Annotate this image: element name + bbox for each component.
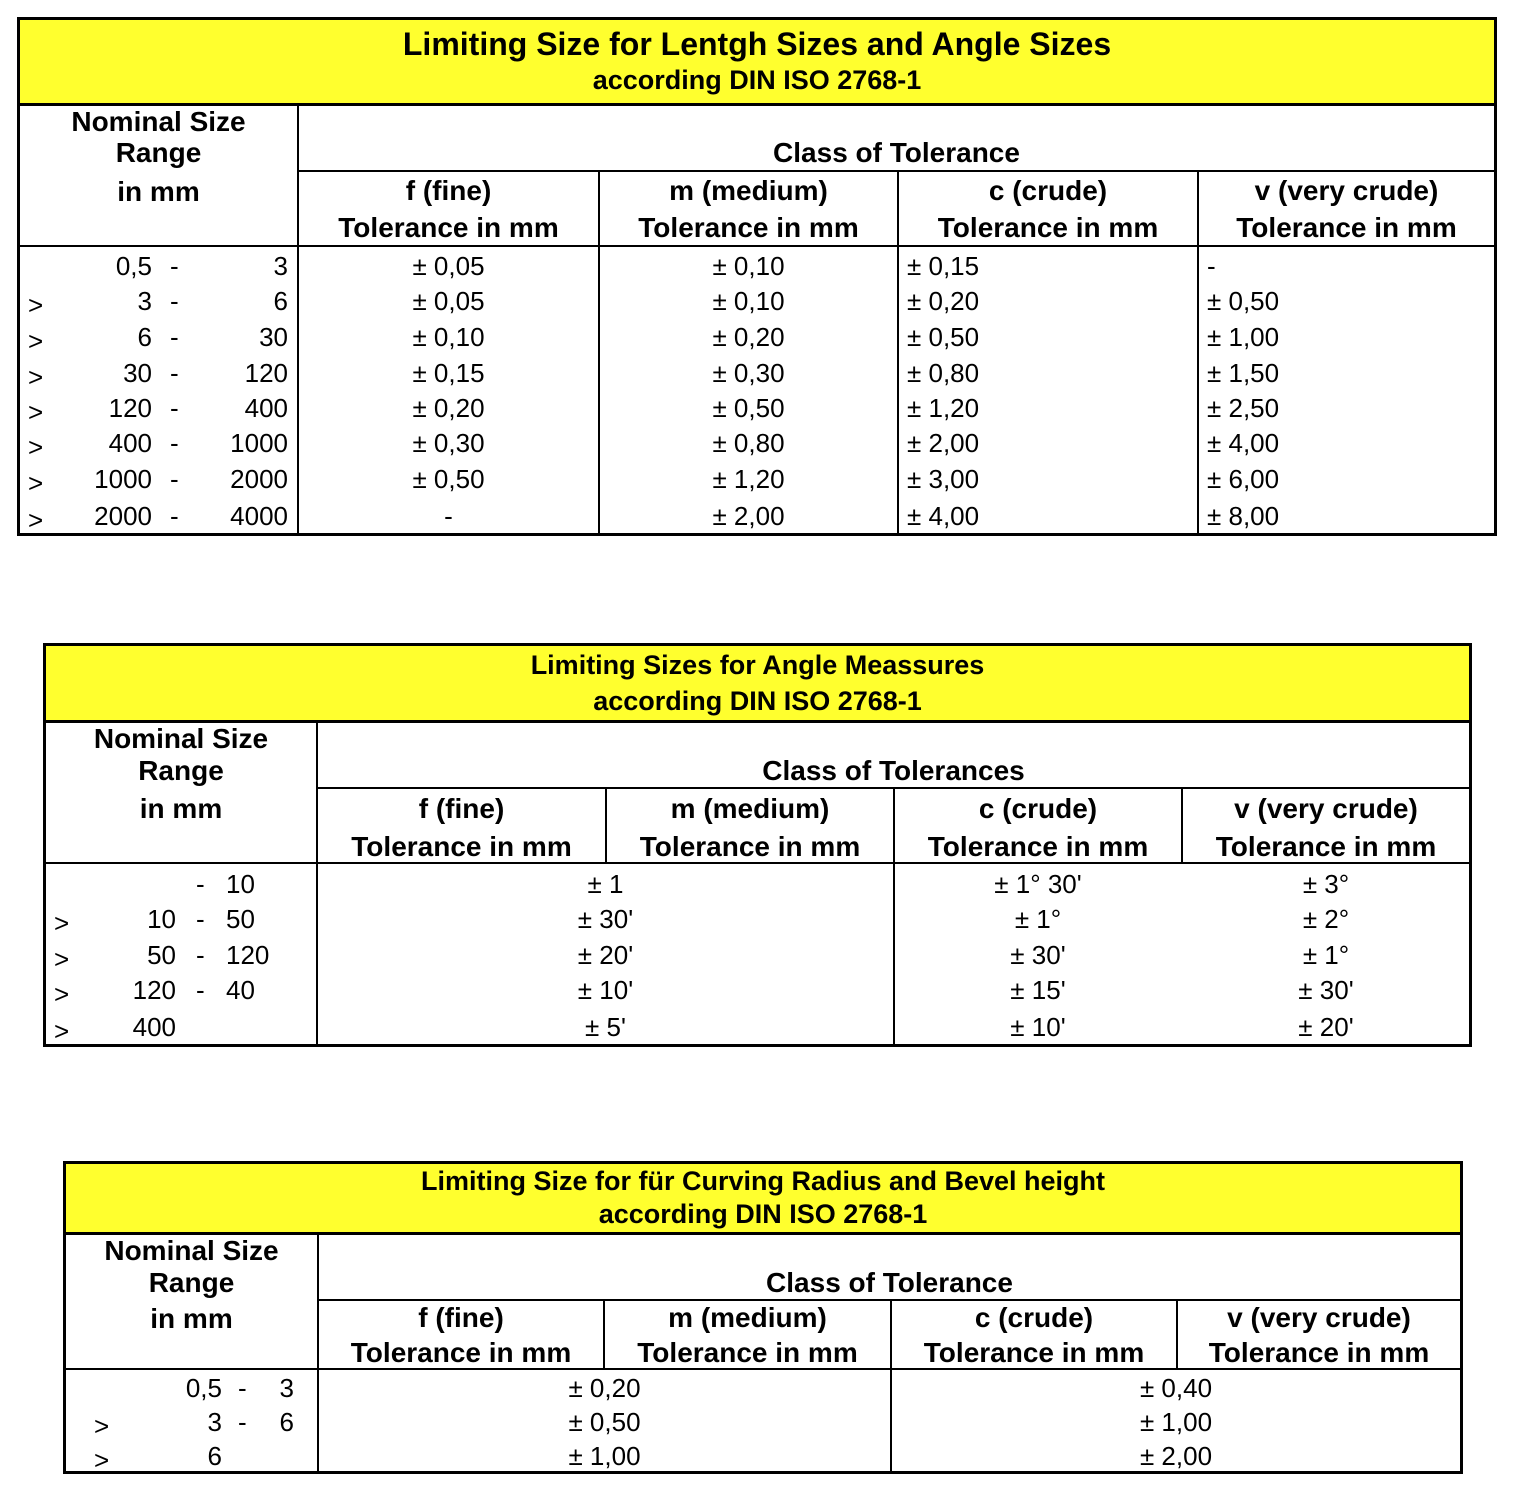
range-to: 6 bbox=[279, 1407, 294, 1437]
tolerance-medium: ± 0,50 bbox=[712, 393, 785, 423]
column-unit-very-crude: Tolerance in mm bbox=[1208, 1337, 1430, 1368]
tolerance-medium: ± 0,20 bbox=[712, 322, 785, 352]
column-header-fine: f (fine) bbox=[405, 175, 492, 206]
range-to: 1000 bbox=[230, 428, 288, 458]
range-from: 10 bbox=[147, 904, 176, 934]
range-from: 120 bbox=[108, 393, 152, 423]
tolerance-very-crude: ± 2,50 bbox=[1207, 393, 1280, 423]
range-label: Range bbox=[138, 755, 224, 786]
range-from: 6 bbox=[207, 1441, 222, 1471]
tolerance-crude: ± 15' bbox=[1010, 975, 1066, 1005]
range-to: 40 bbox=[226, 975, 255, 1005]
tolerance-very-crude: ± 0,50 bbox=[1207, 286, 1280, 316]
column-unit-medium: Tolerance in mm bbox=[639, 831, 861, 862]
column-header-fine: f (fine) bbox=[418, 1302, 504, 1333]
table-title-block bbox=[66, 1164, 1460, 1235]
tolerance-crude: ± 30' bbox=[1010, 940, 1066, 970]
unit-label: in mm bbox=[139, 793, 223, 824]
range-dash: - bbox=[170, 464, 179, 494]
range-from: 0,5 bbox=[115, 251, 152, 281]
range-dash: - bbox=[170, 322, 179, 352]
class-of-tolerance-header: Class of Tolerance bbox=[766, 1267, 1013, 1298]
row-greater-than: > bbox=[94, 1411, 110, 1441]
tolerance-very-crude: ± 3° bbox=[1302, 869, 1350, 899]
column-unit-crude: Tolerance in mm bbox=[927, 831, 1149, 862]
tolerance-medium: ± 2,00 bbox=[712, 501, 785, 531]
angle-tolerance-table bbox=[43, 643, 1472, 1047]
nominal-size-label: Nominal Size bbox=[71, 106, 246, 137]
nominal-size-label: Nominal Size bbox=[93, 723, 269, 754]
row-greater-than: > bbox=[28, 362, 44, 392]
column-unit-crude: Tolerance in mm bbox=[923, 1337, 1145, 1368]
row-greater-than: > bbox=[94, 1445, 110, 1475]
radius-bevel-tolerance-table bbox=[63, 1161, 1463, 1474]
tolerance-crude: ± 0,20 bbox=[907, 286, 980, 316]
column-unit-medium: Tolerance in mm bbox=[637, 1337, 858, 1368]
column-header-very-crude: v (very crude) bbox=[1254, 175, 1439, 206]
tolerance-fine-medium: ± 1 bbox=[587, 869, 624, 899]
column-unit-fine: Tolerance in mm bbox=[338, 212, 559, 243]
tolerance-fine: ± 0,20 bbox=[412, 393, 485, 423]
tolerance-fine-medium: ± 30' bbox=[577, 904, 634, 934]
range-from: 50 bbox=[147, 940, 176, 970]
range-to: 2000 bbox=[230, 464, 288, 494]
table-title: Limiting Size for Lentgh Sizes and Angle Sizes bbox=[402, 26, 1112, 62]
tolerance-fine-medium: ± 20' bbox=[577, 940, 634, 970]
range-dash: - bbox=[238, 1373, 247, 1403]
tolerance-fine: ± 0,05 bbox=[412, 286, 485, 316]
range-from: 400 bbox=[132, 1012, 176, 1042]
tolerance-fine-medium: ± 5' bbox=[585, 1012, 626, 1042]
tolerance-very-crude: ± 30' bbox=[1298, 975, 1354, 1005]
range-dash: - bbox=[196, 869, 205, 899]
column-unit-fine: Tolerance in mm bbox=[350, 1337, 572, 1368]
range-to: 3 bbox=[279, 1373, 294, 1403]
range-to: 50 bbox=[226, 904, 255, 934]
unit-label: in mm bbox=[117, 176, 200, 207]
range-from: 400 bbox=[108, 428, 152, 458]
row-greater-than: > bbox=[54, 908, 70, 938]
range-dash: - bbox=[196, 975, 205, 1005]
tolerance-fine: - bbox=[444, 501, 453, 531]
row-greater-than: > bbox=[28, 290, 44, 320]
row-greater-than: > bbox=[54, 1016, 70, 1046]
column-header-medium: m (medium) bbox=[670, 793, 830, 824]
range-to: 120 bbox=[244, 358, 288, 388]
tolerance-crude-very-crude: ± 1,00 bbox=[1139, 1407, 1213, 1437]
tolerance-very-crude: ± 6,00 bbox=[1207, 464, 1280, 494]
column-unit-fine: Tolerance in mm bbox=[351, 831, 572, 862]
unit-label: in mm bbox=[150, 1303, 233, 1334]
tolerance-very-crude: ± 20' bbox=[1298, 1012, 1354, 1042]
range-from: 3 bbox=[207, 1407, 222, 1437]
column-header-crude: c (crude) bbox=[978, 793, 1098, 824]
table-subtitle: according DIN ISO 2768-1 bbox=[592, 65, 922, 95]
row-greater-than: > bbox=[28, 468, 44, 498]
row-greater-than: > bbox=[54, 979, 70, 1009]
length-tolerance-table bbox=[17, 17, 1497, 536]
range-to: 400 bbox=[244, 393, 288, 423]
tolerance-crude: ± 4,00 bbox=[907, 501, 980, 531]
range-to: 120 bbox=[226, 940, 270, 970]
table-title-block bbox=[46, 646, 1469, 723]
column-unit-very-crude: Tolerance in mm bbox=[1215, 831, 1437, 862]
tolerance-very-crude: ± 1,00 bbox=[1207, 322, 1280, 352]
range-dash: - bbox=[170, 428, 179, 458]
tolerance-fine-medium: ± 0,50 bbox=[568, 1407, 641, 1437]
tolerance-fine: ± 0,50 bbox=[412, 464, 485, 494]
table-title-block bbox=[20, 20, 1494, 106]
range-dash: - bbox=[238, 1407, 247, 1437]
range-from: 6 bbox=[137, 322, 152, 352]
tolerance-crude: ± 3,00 bbox=[907, 464, 980, 494]
tolerance-fine-medium: ± 1,00 bbox=[568, 1441, 641, 1471]
column-header-fine: f (fine) bbox=[418, 793, 505, 824]
tolerance-very-crude: ± 4,00 bbox=[1207, 428, 1280, 458]
tolerance-crude: ± 1° bbox=[1014, 904, 1062, 934]
tolerance-fine-medium: ± 0,20 bbox=[568, 1373, 641, 1403]
range-dash: - bbox=[170, 393, 179, 423]
class-of-tolerance-header: Class of Tolerance bbox=[773, 137, 1020, 168]
range-to: 4000 bbox=[230, 501, 288, 531]
table-subtitle: according DIN ISO 2768-1 bbox=[593, 686, 922, 716]
row-greater-than: > bbox=[28, 326, 44, 356]
tolerance-medium: ± 0,80 bbox=[712, 428, 785, 458]
range-from: 2000 bbox=[94, 501, 152, 531]
tolerance-crude: ± 0,15 bbox=[907, 251, 980, 281]
tolerance-crude: ± 1,20 bbox=[907, 393, 980, 423]
range-label: Range bbox=[148, 1267, 235, 1298]
range-to: 6 bbox=[273, 286, 288, 316]
row-greater-than: > bbox=[28, 397, 44, 427]
range-from: 30 bbox=[123, 358, 152, 388]
table-title: Limiting Sizes for Angle Meassures bbox=[530, 650, 985, 680]
range-dash: - bbox=[196, 940, 205, 970]
tolerance-very-crude: ± 1,50 bbox=[1207, 358, 1280, 388]
column-unit-crude: Tolerance in mm bbox=[937, 212, 1159, 243]
column-header-crude: c (crude) bbox=[988, 175, 1108, 206]
column-unit-very-crude: Tolerance in mm bbox=[1236, 212, 1457, 243]
range-dash: - bbox=[170, 251, 179, 281]
range-dash: - bbox=[170, 501, 179, 531]
row-greater-than: > bbox=[28, 432, 44, 462]
column-header-medium: m (medium) bbox=[669, 175, 828, 206]
table-title: Limiting Size for für Curving Radius and Bevel height bbox=[420, 1166, 1106, 1196]
column-unit-medium: Tolerance in mm bbox=[638, 212, 859, 243]
row-greater-than: > bbox=[28, 505, 44, 535]
tolerance-medium: ± 0,10 bbox=[712, 286, 785, 316]
tolerance-medium: ± 1,20 bbox=[712, 464, 785, 494]
tolerance-medium: ± 0,30 bbox=[712, 358, 785, 388]
tolerance-crude-very-crude: ± 2,00 bbox=[1139, 1441, 1213, 1471]
tolerance-crude: ± 0,50 bbox=[907, 322, 980, 352]
range-to: 3 bbox=[273, 251, 288, 281]
range-to: 30 bbox=[259, 322, 288, 352]
tolerance-fine: ± 0,15 bbox=[412, 358, 485, 388]
tolerance-crude: ± 0,80 bbox=[907, 358, 980, 388]
range-from: 3 bbox=[137, 286, 152, 316]
range-dash: - bbox=[196, 904, 205, 934]
row-greater-than: > bbox=[54, 944, 70, 974]
range-from: 1000 bbox=[94, 464, 152, 494]
class-of-tolerance-header: Class of Tolerances bbox=[762, 755, 1025, 786]
table-subtitle: according DIN ISO 2768-1 bbox=[598, 1199, 928, 1229]
tolerance-fine: ± 0,10 bbox=[412, 322, 485, 352]
column-header-crude: c (crude) bbox=[974, 1302, 1094, 1333]
tolerance-crude: ± 10' bbox=[1010, 1012, 1066, 1042]
column-header-very-crude: v (very crude) bbox=[1234, 793, 1418, 824]
tolerance-very-crude: ± 8,00 bbox=[1207, 501, 1280, 531]
tolerance-fine: ± 0,30 bbox=[412, 428, 485, 458]
range-dash: - bbox=[170, 358, 179, 388]
range-to: 10 bbox=[226, 869, 255, 899]
range-label: Range bbox=[115, 137, 202, 168]
tolerance-very-crude: ± 1° bbox=[1302, 940, 1350, 970]
tolerance-very-crude: - bbox=[1207, 251, 1216, 281]
range-from: 0,5 bbox=[185, 1373, 222, 1403]
column-header-medium: m (medium) bbox=[668, 1302, 827, 1333]
range-from: 120 bbox=[132, 975, 176, 1005]
tolerance-very-crude: ± 2° bbox=[1302, 904, 1350, 934]
tolerance-crude-very-crude: ± 0,40 bbox=[1139, 1373, 1213, 1403]
tolerance-crude: ± 2,00 bbox=[907, 428, 980, 458]
tolerance-fine-medium: ± 10' bbox=[577, 975, 634, 1005]
nominal-size-label: Nominal Size bbox=[104, 1235, 279, 1266]
column-header-very-crude: v (very crude) bbox=[1227, 1302, 1411, 1333]
range-dash: - bbox=[170, 286, 179, 316]
tolerance-crude: ± 1° 30' bbox=[994, 869, 1082, 899]
tolerance-medium: ± 0,10 bbox=[712, 251, 785, 281]
tolerance-fine: ± 0,05 bbox=[412, 251, 485, 281]
